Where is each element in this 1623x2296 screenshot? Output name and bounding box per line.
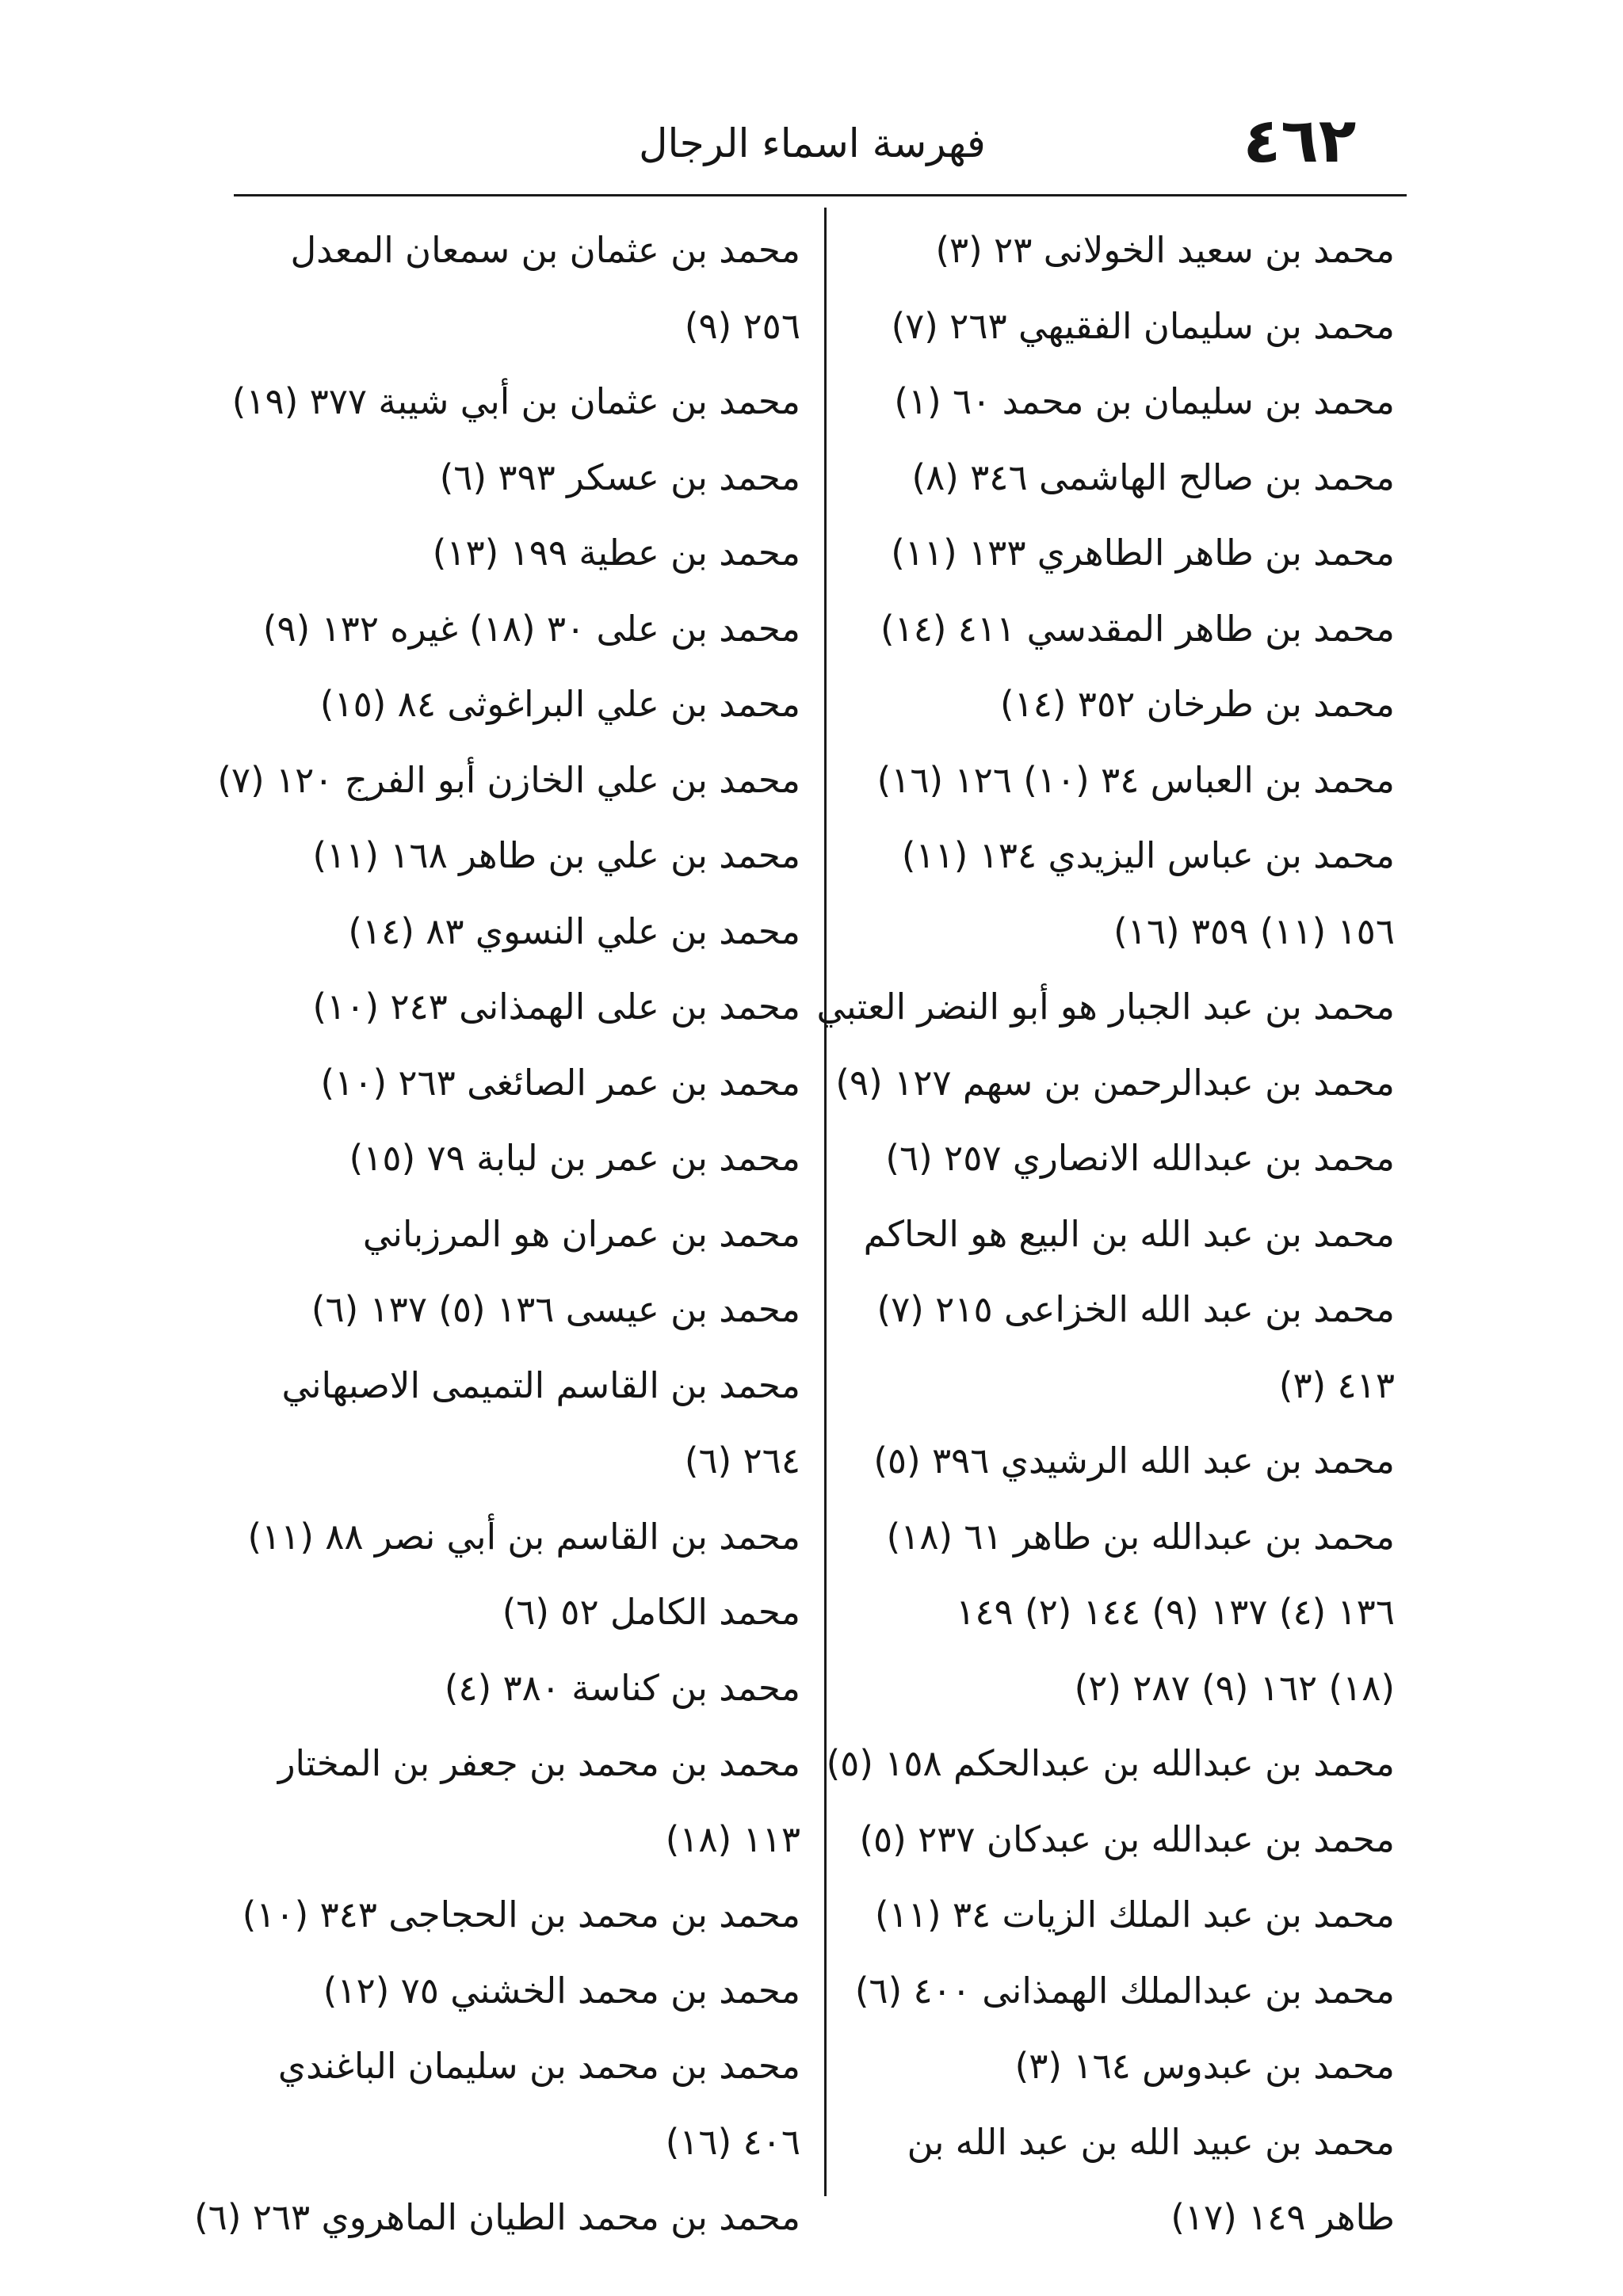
index-entry-line: محمد بن عبدوس ١٦٤ (٣) (1014, 2045, 1395, 2087)
index-entry-line: محمد بن سليمان الفقيهي ٢٦٣ (٧) (891, 304, 1395, 347)
index-entry-line: محمد الكامل ٥٢ (٦) (502, 1591, 800, 1633)
index-entry-line: (١٨) ١٦٢ (٩) ٢٨٧ (٢) (1074, 1666, 1395, 1709)
index-entry-line: محمد بن سليمان بن محمد ٦٠ (١) (894, 380, 1395, 422)
index-entry-line: طاهر ١٤٩ (١٧) (1170, 2196, 1395, 2238)
index-entry-line: محمد بن محمد بن جعفر بن المختار (277, 1742, 800, 1784)
index-entry-line: محمد بن القاسم التميمى الاصبهاني (281, 1363, 800, 1406)
index-entry-line: محمد بن طاهر المقدسي ٤١١ (١٤) (880, 607, 1395, 650)
index-entry-line: ٤٠٦ (١٦) (665, 2120, 800, 2163)
index-entry-line: محمد بن محمد الطيان الماهروي ٢٦٣ (٦) (194, 2196, 800, 2238)
index-entry-line: ١٥٦ (١١) ٣٥٩ (١٦) (1113, 910, 1395, 952)
index-entry-line: محمد بن عطية ١٩٩ (١٣) (432, 532, 800, 574)
index-entry-line: محمد بن على ٣٠ (١٨) غيره ١٣٢ (٩) (262, 607, 800, 650)
index-entry-line: ١١٣ (١٨) (665, 1817, 800, 1860)
index-entry-line: محمد بن عمران هو المرزباني (362, 1212, 800, 1255)
index-entry-line: محمد بن عباس اليزيدي ١٣٤ (١١) (901, 834, 1395, 876)
column-divider (824, 208, 827, 2196)
index-entry-line: محمد بن كناسة ٣٨٠ (٤) (444, 1666, 800, 1709)
index-entry-line: محمد بن عمر بن لبابة ٧٩ (١٥) (349, 1137, 800, 1179)
page-header (0, 101, 1623, 181)
index-entry-line: محمد بن عبد الله الرشيدي ٣٩٦ (٥) (873, 1440, 1395, 1482)
index-entry-line: محمد بن علي النسوي ٨٣ (١٤) (348, 910, 800, 952)
index-entry-line: محمد بن عمر الصائغى ٢٦٣ (١٠) (320, 1061, 800, 1104)
index-entry-line: محمد بن طاهر الطاهري ١٣٣ (١١) (891, 532, 1395, 574)
index-entry-line: محمد بن علي الخازن أبو الفرج ١٢٠ (٧) (217, 758, 800, 801)
index-entry-line: محمد بن سعيد الخولانى ٢٣ (٣) (935, 229, 1395, 271)
index-entry-line: محمد بن عثمان بن سمعان المعدل (290, 229, 800, 271)
index-entry-line: محمد بن عبدالرحمن بن سهم ١٢٧ (٩) (835, 1061, 1395, 1104)
right-column (816, 212, 1395, 2256)
index-entry-line: ٤١٣ (٣) (1278, 1363, 1395, 1406)
left-column (194, 212, 800, 2256)
index-entry-line: محمد بن علي البراغوثى ٨٤ (١٥) (319, 683, 800, 725)
index-entry-line: محمد بن صالح الهاشمى ٣٤٦ (٨) (911, 456, 1395, 498)
index-entry-line: محمد بن علي بن طاهر ١٦٨ (١١) (312, 834, 800, 876)
index-entry-line: محمد بن عبد الجبار هو أبو النضر العتبي (816, 986, 1395, 1028)
index-entry-line: محمد بن محمد بن الحجاجى ٣٤٣ (١٠) (242, 1894, 800, 1936)
page-number: ٤٦٢ (1243, 105, 1357, 177)
index-entry-line: محمد بن عبد الله بن البيع هو الحاكم (863, 1212, 1395, 1255)
index-entry-line: محمد بن عبدالله بن عبدالحكم ١٥٨ (٥) (826, 1742, 1395, 1784)
index-entry-line: محمد بن محمد بن سليمان الباغندي (277, 2045, 800, 2087)
index-entry-line: محمد بن عبد الملك الزيات ٣٤ (١١) (875, 1894, 1395, 1936)
index-entry-line: محمد بن طرخان ٣٥٢ (١٤) (1000, 683, 1395, 725)
index-entry-line: محمد بن عثمان بن أبي شيبة ٣٧٧ (١٩) (231, 380, 800, 422)
index-entry-line: محمد بن عبدالله الانصاري ٢٥٧ (٦) (885, 1137, 1395, 1179)
index-entry-line: ١٣٦ (٤) ١٣٧ (٩) ١٤٤ (٢) ١٤٩ (956, 1591, 1395, 1633)
index-entry-line: ٢٦٤ (٦) (684, 1440, 800, 1482)
running-title: فهرسة اسماء الرجال (639, 120, 986, 166)
index-entry-line: محمد بن عبدالله بن طاهر ٦١ (١٨) (886, 1515, 1395, 1558)
index-entry-line: محمد بن عبدالله بن عبدكان ٢٣٧ (٥) (859, 1817, 1395, 1860)
index-entry-line: محمد بن على الهمذانى ٢٤٣ (١٠) (312, 986, 800, 1028)
index-entry-line: محمد بن عبد الله الخزاعى ٢١٥ (٧) (876, 1288, 1395, 1330)
index-entry-line: محمد بن القاسم بن أبي نصر ٨٨ (١١) (247, 1515, 800, 1558)
index-entry-line: محمد بن العباس ٣٤ (١٠) ١٢٦ (١٦) (876, 758, 1395, 801)
index-entry-line: محمد بن محمد الخشني ٧٥ (١٢) (323, 1969, 800, 2012)
index-entry-line: محمد بن عبدالملك الهمذانى ٤٠٠ (٦) (854, 1969, 1395, 2012)
header-rule (234, 194, 1407, 196)
index-entry-line: ٢٥٦ (٩) (684, 304, 800, 347)
index-entry-line: محمد بن عبيد الله بن عبد الله بن (907, 2120, 1395, 2163)
index-entry-line: محمد بن عسكر ٣٩٣ (٦) (439, 456, 800, 498)
index-entry-line: محمد بن عيسى ١٣٦ (٥) ١٣٧ (٦) (311, 1288, 800, 1330)
